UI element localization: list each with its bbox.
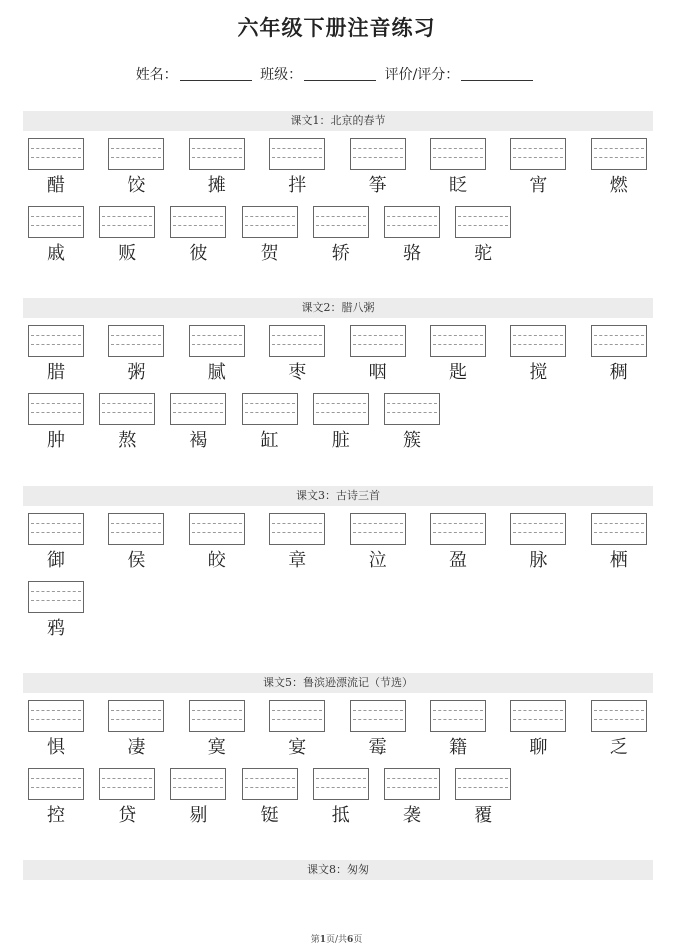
hanzi-character: 聊	[529, 737, 548, 758]
hanzi-character: 簇	[403, 430, 421, 451]
footer-page-number: 1	[319, 935, 326, 945]
pinyin-writing-box[interactable]	[28, 700, 84, 732]
pinyin-writing-box[interactable]	[28, 393, 84, 425]
pinyin-writing-box[interactable]	[108, 700, 164, 732]
hanzi-character: 腻	[207, 362, 226, 383]
character-row	[23, 513, 653, 581]
pinyin-item	[189, 325, 245, 385]
lesson-heading: 课文3：古诗三首	[23, 486, 653, 506]
pinyin-writing-box[interactable]	[269, 138, 325, 170]
hanzi-character: 贷	[118, 805, 137, 826]
hanzi-character: 覆	[474, 805, 493, 826]
hanzi-character: 袭	[403, 805, 421, 826]
pinyin-item	[189, 513, 245, 573]
pinyin-writing-box[interactable]	[313, 768, 369, 800]
pinyin-item	[170, 393, 226, 453]
hanzi-character: 鸦	[47, 618, 65, 639]
pinyin-writing-box[interactable]	[28, 768, 84, 800]
pinyin-writing-box[interactable]	[350, 513, 406, 545]
pinyin-item	[455, 768, 511, 828]
pinyin-item	[384, 206, 440, 266]
pinyin-writing-box[interactable]	[384, 206, 440, 238]
hanzi-character: 控	[47, 805, 65, 826]
pinyin-item	[269, 138, 325, 198]
pinyin-item	[313, 206, 369, 266]
pinyin-item	[510, 700, 566, 760]
pinyin-item	[350, 513, 406, 573]
hanzi-character: 筝	[368, 175, 387, 196]
pinyin-writing-box[interactable]	[108, 325, 164, 357]
pinyin-writing-box[interactable]	[242, 768, 298, 800]
character-row	[23, 206, 653, 274]
hanzi-character: 宵	[529, 175, 548, 196]
hanzi-character: 霉	[368, 737, 387, 758]
name-blank[interactable]	[180, 66, 252, 81]
pinyin-item	[591, 325, 647, 385]
pinyin-item	[242, 768, 298, 828]
pinyin-item	[28, 513, 84, 573]
footer-total-pages: 6	[347, 935, 354, 945]
pinyin-item	[108, 138, 164, 198]
class-label: 班级：	[260, 67, 303, 83]
pinyin-item	[28, 700, 84, 760]
hanzi-character: 粥	[127, 362, 146, 383]
pinyin-item	[591, 138, 647, 198]
pinyin-writing-box[interactable]	[510, 138, 566, 170]
footer-suffix: 页	[353, 935, 363, 945]
pinyin-writing-box[interactable]	[455, 206, 511, 238]
hanzi-character: 抵	[331, 805, 350, 826]
hanzi-character: 御	[47, 550, 65, 571]
pinyin-item	[28, 768, 84, 828]
pinyin-item	[430, 513, 486, 573]
pinyin-writing-box[interactable]	[269, 513, 325, 545]
pinyin-item	[28, 581, 84, 641]
pinyin-item	[269, 513, 325, 573]
hanzi-character: 贩	[118, 243, 137, 264]
pinyin-writing-box[interactable]	[350, 325, 406, 357]
pinyin-item	[350, 325, 406, 385]
lesson-section	[23, 111, 653, 274]
pinyin-item	[313, 393, 369, 453]
pinyin-writing-box[interactable]	[99, 393, 155, 425]
hanzi-character: 贺	[260, 243, 279, 264]
pinyin-writing-box[interactable]	[591, 513, 647, 545]
pinyin-writing-box[interactable]	[430, 138, 486, 170]
pinyin-writing-box[interactable]	[269, 700, 325, 732]
lesson-section	[23, 298, 653, 461]
pinyin-writing-box[interactable]	[350, 138, 406, 170]
pinyin-writing-box[interactable]	[510, 325, 566, 357]
hanzi-character: 腊	[47, 362, 65, 383]
pinyin-item	[384, 768, 440, 828]
pinyin-writing-box[interactable]	[99, 768, 155, 800]
pinyin-writing-box[interactable]	[269, 325, 325, 357]
pinyin-writing-box[interactable]	[108, 513, 164, 545]
hanzi-character: 盈	[449, 550, 467, 571]
hanzi-character: 醋	[47, 175, 65, 196]
pinyin-writing-box[interactable]	[189, 513, 245, 545]
pinyin-item	[269, 700, 325, 760]
pinyin-item	[28, 393, 84, 453]
hanzi-character: 褐	[189, 430, 208, 451]
pinyin-writing-box[interactable]	[510, 700, 566, 732]
hanzi-character: 眨	[449, 175, 467, 196]
pinyin-item	[430, 700, 486, 760]
pinyin-item	[189, 138, 245, 198]
name-label: 姓名：	[135, 67, 178, 83]
pinyin-item	[350, 138, 406, 198]
hanzi-character: 皎	[207, 550, 226, 571]
hanzi-character: 缸	[260, 430, 279, 451]
hanzi-character: 彼	[189, 243, 208, 264]
hanzi-character: 摊	[207, 175, 226, 196]
hanzi-character: 章	[288, 550, 307, 571]
hanzi-character: 稠	[609, 362, 628, 383]
pinyin-writing-box[interactable]	[28, 206, 84, 238]
lesson-section	[23, 486, 653, 649]
pinyin-writing-box[interactable]	[170, 393, 226, 425]
pinyin-writing-box[interactable]	[189, 700, 245, 732]
pinyin-writing-box[interactable]	[242, 393, 298, 425]
pinyin-item	[28, 138, 84, 198]
pinyin-item	[99, 393, 155, 453]
page-footer	[0, 932, 673, 945]
pinyin-item	[242, 206, 298, 266]
score-blank[interactable]	[461, 66, 533, 81]
pinyin-writing-box[interactable]	[189, 138, 245, 170]
pinyin-item	[108, 513, 164, 573]
score-label: 评价/评分：	[384, 67, 460, 83]
hanzi-character: 匙	[449, 362, 467, 383]
pinyin-item	[108, 700, 164, 760]
hanzi-character: 乏	[609, 737, 628, 758]
pinyin-writing-box[interactable]	[384, 393, 440, 425]
hanzi-character: 戚	[47, 243, 65, 264]
hanzi-character: 拌	[288, 175, 307, 196]
hanzi-character: 寞	[207, 737, 226, 758]
pinyin-writing-box[interactable]	[170, 768, 226, 800]
pinyin-item	[170, 206, 226, 266]
pinyin-item	[591, 700, 647, 760]
character-row	[23, 700, 653, 768]
pinyin-item	[28, 206, 84, 266]
lesson-heading: 课文8：匆匆	[23, 860, 653, 880]
pinyin-item	[170, 768, 226, 828]
hanzi-character: 燃	[609, 175, 628, 196]
pinyin-writing-box[interactable]	[242, 206, 298, 238]
hanzi-character: 侯	[127, 550, 146, 571]
character-row	[23, 325, 653, 393]
hanzi-character: 剔	[189, 805, 208, 826]
pinyin-writing-box[interactable]	[591, 138, 647, 170]
pinyin-writing-box[interactable]	[28, 513, 84, 545]
character-row	[23, 581, 653, 649]
hanzi-character: 脉	[529, 550, 548, 571]
pinyin-writing-box[interactable]	[189, 325, 245, 357]
pinyin-item	[510, 513, 566, 573]
footer-mid: 页/共	[325, 935, 348, 945]
pinyin-writing-box[interactable]	[350, 700, 406, 732]
hanzi-character: 栖	[609, 550, 628, 571]
character-row	[23, 768, 653, 836]
pinyin-writing-box[interactable]	[430, 700, 486, 732]
pinyin-writing-box[interactable]	[591, 325, 647, 357]
hanzi-character: 咽	[368, 362, 387, 383]
pinyin-item	[269, 325, 325, 385]
hanzi-character: 脏	[331, 430, 350, 451]
lesson-heading: 课文2：腊八粥	[23, 298, 653, 318]
pinyin-writing-box[interactable]	[455, 768, 511, 800]
pinyin-item	[242, 393, 298, 453]
pinyin-item	[350, 700, 406, 760]
pinyin-writing-box[interactable]	[28, 581, 84, 613]
lesson-heading: 课文5：鲁滨逊漂流记（节选）	[23, 673, 653, 693]
pinyin-item	[510, 138, 566, 198]
hanzi-character: 泣	[368, 550, 387, 571]
pinyin-item	[313, 768, 369, 828]
pinyin-item	[99, 206, 155, 266]
hanzi-character: 驼	[474, 243, 493, 264]
pinyin-writing-box[interactable]	[28, 138, 84, 170]
page-title: 六年级下册注音练习	[237, 15, 436, 40]
pinyin-writing-box[interactable]	[430, 513, 486, 545]
pinyin-item	[384, 393, 440, 453]
lesson-section	[23, 860, 653, 887]
hanzi-character: 籍	[449, 737, 467, 758]
pinyin-writing-box[interactable]	[430, 325, 486, 357]
pinyin-item	[99, 768, 155, 828]
hanzi-character: 搅	[529, 362, 548, 383]
hanzi-character: 骆	[403, 243, 421, 264]
pinyin-item	[430, 138, 486, 198]
pinyin-writing-box[interactable]	[313, 393, 369, 425]
footer-prefix: 第	[310, 935, 320, 945]
hanzi-character: 铤	[260, 805, 279, 826]
pinyin-item	[510, 325, 566, 385]
pinyin-item	[28, 325, 84, 385]
pinyin-writing-box[interactable]	[99, 206, 155, 238]
hanzi-character: 轿	[331, 243, 350, 264]
pinyin-writing-box[interactable]	[108, 138, 164, 170]
pinyin-item	[108, 325, 164, 385]
student-info	[0, 64, 673, 84]
pinyin-writing-box[interactable]	[384, 768, 440, 800]
hanzi-character: 饺	[127, 175, 146, 196]
pinyin-item	[591, 513, 647, 573]
class-blank[interactable]	[304, 66, 376, 81]
pinyin-writing-box[interactable]	[170, 206, 226, 238]
hanzi-character: 肿	[47, 430, 65, 451]
hanzi-character: 凄	[127, 737, 146, 758]
pinyin-writing-box[interactable]	[510, 513, 566, 545]
pinyin-item	[455, 206, 511, 266]
pinyin-writing-box[interactable]	[313, 206, 369, 238]
hanzi-character: 枣	[288, 362, 307, 383]
hanzi-character: 惧	[47, 737, 65, 758]
character-row	[23, 393, 653, 461]
pinyin-writing-box[interactable]	[28, 325, 84, 357]
pinyin-writing-box[interactable]	[591, 700, 647, 732]
lesson-section	[23, 673, 653, 836]
lesson-heading: 课文1：北京的春节	[23, 111, 653, 131]
hanzi-character: 熬	[118, 430, 137, 451]
hanzi-character: 宴	[288, 737, 307, 758]
pinyin-item	[430, 325, 486, 385]
character-row	[23, 138, 653, 206]
pinyin-item	[189, 700, 245, 760]
